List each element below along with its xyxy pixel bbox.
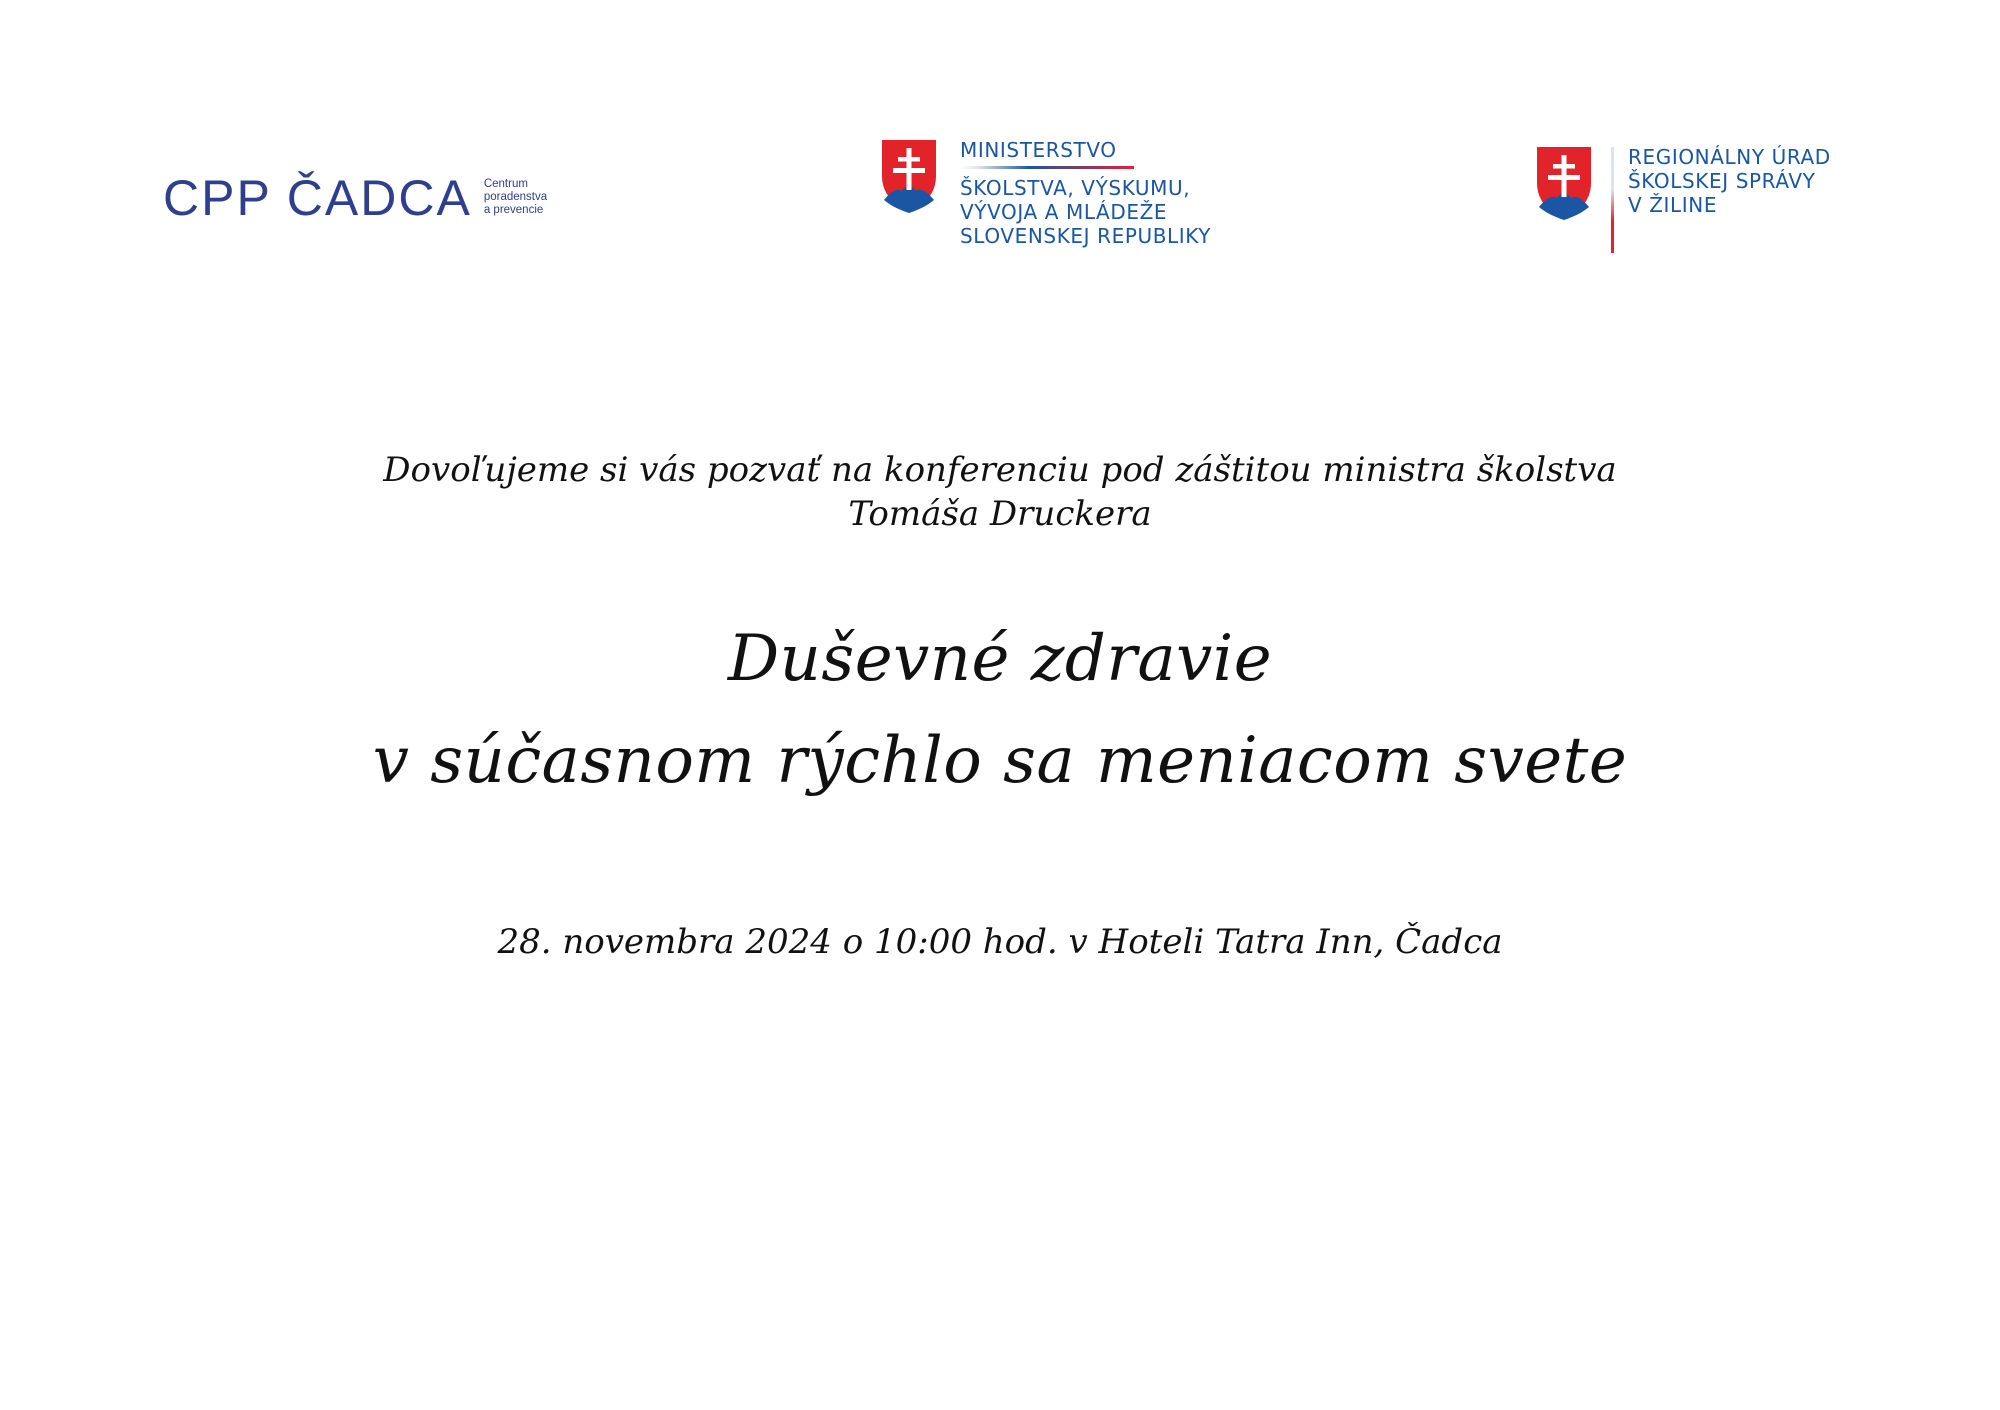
- invitation-line: Tomáša Druckera: [848, 494, 1152, 534]
- cpp-cadca-logo: [163, 170, 547, 226]
- ministry-name: [960, 138, 1211, 248]
- region-line: REGIONÁLNY ÚRAD: [1628, 145, 1831, 169]
- ministry-divider: [960, 166, 1134, 169]
- ministry-line: SLOVENSKEJ REPUBLIKY: [960, 224, 1212, 248]
- cpp-logo-subtitle: [484, 178, 547, 217]
- event-details: 28. novembra 2024 o 10:00 hod. v Hoteli Tatra Inn, Čadca: [497, 922, 1503, 962]
- invitation-text: [0, 448, 2000, 536]
- cpp-subtitle-line: Centrum: [483, 178, 528, 190]
- region-line: ŠKOLSKEJ SPRÁVY: [1628, 169, 1816, 193]
- title-line: v súčasnom rýchlo sa meniacom svete: [372, 724, 1628, 798]
- region-divider: [1611, 147, 1614, 253]
- ministry-logo: [880, 138, 1211, 248]
- ministry-line: VÝVOJA A MLÁDEŽE: [960, 200, 1168, 224]
- regional-office-name: [1628, 145, 1831, 217]
- regional-office-logo: [1535, 145, 1831, 253]
- cpp-logo-name: CPP ČADCA: [163, 170, 472, 226]
- ministry-line: MINISTERSTVO: [960, 138, 1117, 162]
- region-line: V ŽILINE: [1628, 193, 1718, 217]
- cpp-subtitle-line: a prevencie: [483, 204, 544, 216]
- slovak-coat-of-arms-icon: [880, 138, 938, 214]
- title-line: Duševné zdravie: [727, 622, 1273, 696]
- conference-title: [0, 608, 2000, 812]
- cpp-subtitle-line: poradenstva: [483, 191, 548, 203]
- ministry-line: ŠKOLSTVA, VÝSKUMU,: [960, 176, 1191, 200]
- slovak-coat-of-arms-icon: [1535, 145, 1593, 221]
- invitation-line: Dovoľujeme si vás pozvať na konferenciu pod záštitou ministra školstva: [383, 450, 1617, 490]
